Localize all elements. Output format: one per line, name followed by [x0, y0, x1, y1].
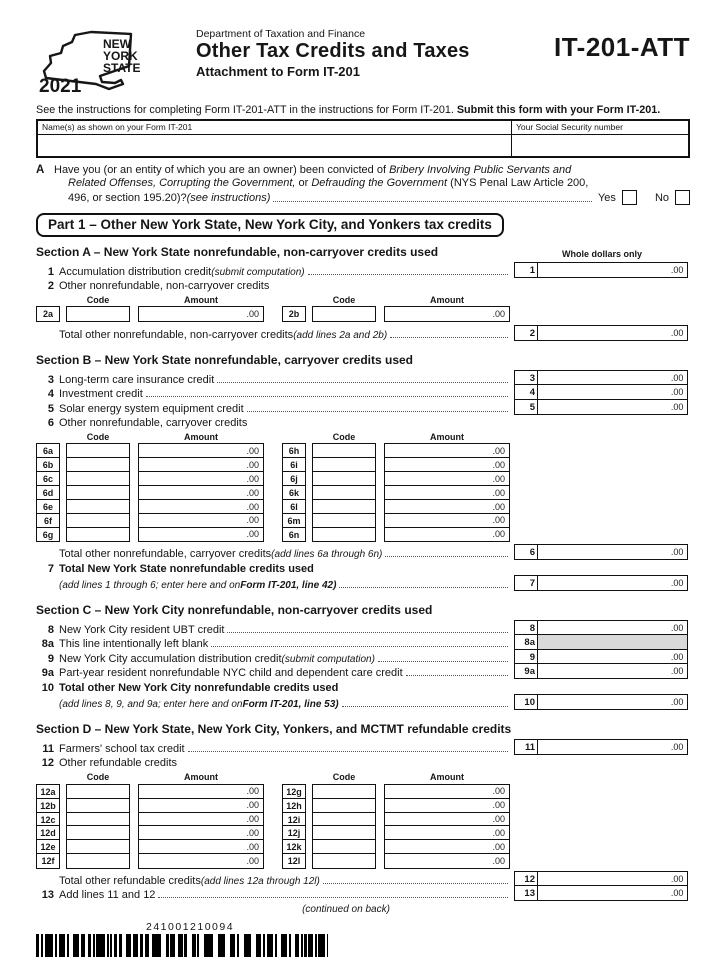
section-b-heading: Section B – New York State nonrefundable, carryover credits used — [36, 352, 414, 367]
dotted-leader — [378, 661, 508, 662]
line-number: 10 — [41, 682, 54, 695]
dotted-leader — [308, 274, 508, 275]
line-9a-row — [36, 663, 690, 679]
cents-suffix: .00 — [492, 459, 505, 470]
credit-row-id: 12l — [282, 853, 306, 869]
cents-suffix: .00 — [670, 578, 684, 589]
line-7-label-row — [36, 563, 690, 575]
line-6-total-row — [36, 544, 690, 560]
credit-amount-input[interactable] — [138, 853, 264, 869]
line-8-box-number: 8 — [514, 620, 539, 636]
cents-suffix: .00 — [246, 842, 259, 853]
yes-label: Yes — [597, 192, 616, 204]
dotted-leader — [217, 382, 508, 383]
continued-on-back-note: (continued on back) — [302, 904, 390, 916]
line-number: 13 — [41, 889, 54, 902]
form-title: Other Tax Credits and Taxes — [196, 40, 470, 62]
code-column-header: Code — [332, 431, 356, 442]
dotted-leader — [247, 411, 508, 412]
credit-code-input[interactable] — [66, 527, 130, 543]
credit-row-id: 6b — [36, 457, 60, 473]
credit-amount-input[interactable] — [138, 527, 264, 543]
no-label: No — [654, 192, 669, 204]
cents-suffix: .00 — [246, 309, 259, 320]
agency-name: Department of Taxation and Finance — [196, 28, 366, 40]
line-number: 8a — [41, 638, 54, 651]
line-12-box-number: 12 — [514, 871, 539, 887]
line-number: 12 — [41, 757, 54, 770]
name-input[interactable] — [38, 135, 512, 156]
line-10-label-row — [36, 682, 690, 694]
cents-suffix: .00 — [246, 501, 259, 512]
dotted-leader — [273, 201, 592, 202]
line-number: 7 — [47, 563, 54, 576]
credit-code-input[interactable] — [312, 306, 376, 322]
dotted-leader — [323, 883, 508, 884]
line-number: 6 — [47, 416, 54, 429]
ssn-input[interactable] — [512, 135, 688, 156]
cents-suffix: .00 — [670, 873, 684, 884]
cents-suffix: .00 — [246, 855, 259, 866]
line-7-note-form-ref: Form IT-201, line 42) — [240, 580, 337, 592]
cents-suffix: .00 — [492, 800, 505, 811]
dotted-leader — [342, 706, 508, 707]
cents-suffix: .00 — [246, 459, 259, 470]
line-10-label: Total other New York City nonrefundable credits used — [59, 682, 339, 695]
line-3-box-number: 3 — [514, 370, 539, 386]
credit-code-input[interactable] — [312, 853, 376, 869]
dotted-leader — [158, 897, 508, 898]
line-9a-label: Part-year resident nonrefundable NYC child and dependent care credit — [59, 667, 403, 680]
cents-suffix: .00 — [492, 487, 505, 498]
section-c-heading: Section C – New York City nonrefundable, non-carryover credits used — [36, 603, 433, 618]
cents-suffix: .00 — [670, 387, 684, 398]
cents-suffix: .00 — [246, 529, 259, 540]
dotted-leader — [227, 632, 508, 633]
cents-suffix: .00 — [492, 445, 505, 456]
credit-row-id: 12d — [36, 825, 60, 841]
credit-row-id: 6k — [282, 485, 306, 501]
amount-column-header: Amount — [184, 431, 218, 442]
cents-suffix: .00 — [670, 623, 684, 634]
line-13-row — [36, 885, 690, 901]
line-7-box-number: 7 — [514, 575, 539, 591]
code-column-header: Code — [332, 772, 356, 783]
cents-suffix: .00 — [492, 786, 505, 797]
question-a-line2 — [54, 177, 690, 190]
ssn-label: Your Social Security number — [512, 121, 688, 135]
line-12-total-note: (add lines 12a through 12l) — [200, 875, 320, 887]
section-c-lines-8-9a — [36, 620, 690, 679]
grid-column-headers — [36, 431, 690, 442]
credit-row-id: 6j — [282, 471, 306, 487]
line-12-total-label: Total other refundable credits — [59, 874, 201, 887]
section-d-heading: Section D – New York State, New York City, Yonkers, and MCTMT refundable credits — [36, 722, 512, 737]
dotted-leader — [146, 396, 508, 397]
section-a-credit-grid — [36, 294, 690, 322]
dotted-leader — [339, 587, 508, 588]
line-9-label: New York City accumulation distribution credit — [59, 652, 282, 665]
credit-row-id: 12f — [36, 853, 60, 869]
credit-row-id: 6n — [282, 527, 306, 543]
line-9a-box-number: 9a — [514, 663, 539, 679]
line-5-amount-input[interactable] — [537, 399, 688, 415]
instructions-text: See the instructions for completing Form IT-201-ATT in the instructions for Form IT-201. — [36, 104, 457, 116]
cents-suffix: .00 — [670, 697, 684, 708]
credit-row-id: 12k — [282, 839, 306, 855]
line-7-total-amount-input[interactable] — [537, 575, 688, 591]
cents-suffix: .00 — [492, 529, 505, 540]
credit-row-id: 6g — [36, 527, 60, 543]
line-11-label: Farmers' school tax credit — [59, 743, 185, 756]
part-1-heading: Part 1 – Other New York State, New York City, and Yonkers tax credits — [36, 213, 504, 237]
line-11-box-number: 11 — [514, 739, 539, 755]
cents-suffix: .00 — [492, 842, 505, 853]
line-number: 9 — [47, 652, 54, 665]
cents-suffix: .00 — [670, 547, 684, 558]
cents-suffix: .00 — [670, 651, 684, 662]
grid-column-headers — [36, 294, 690, 305]
whole-dollars-only-label: Whole dollars only — [561, 249, 642, 259]
dotted-leader — [188, 751, 508, 752]
section-b-credit-grid — [36, 431, 690, 542]
line-5-label: Solar energy system equipment credit — [59, 402, 244, 415]
line-2-total-amount-input[interactable] — [537, 325, 688, 341]
credit-amount-input[interactable] — [384, 527, 510, 543]
line-10-box-number: 10 — [514, 694, 539, 710]
line-8a-label: This line intentionally left blank — [59, 638, 209, 651]
cents-suffix: .00 — [670, 742, 684, 753]
cents-suffix: .00 — [492, 814, 505, 825]
taxpayer-identity-table — [36, 119, 690, 158]
line-6-row — [36, 417, 690, 429]
line-9a-amount-input[interactable] — [537, 663, 688, 679]
cents-suffix: .00 — [670, 265, 684, 275]
section-d-totals — [36, 871, 690, 901]
question-a-line3 — [54, 190, 690, 205]
logo-year: 2021 — [39, 76, 82, 96]
line-4-box-number: 4 — [514, 384, 539, 400]
code-column-header: Code — [86, 772, 110, 783]
line-number: 5 — [47, 402, 54, 415]
question-a-line1 — [54, 164, 690, 177]
submission-instructions — [36, 104, 690, 116]
line-2-row — [36, 280, 690, 292]
question-a-text: Have you (or an entity of which you are an owner) been convicted of — [54, 164, 390, 176]
line-2-label: Other nonrefundable, non-carryover credits — [59, 280, 270, 292]
cents-suffix: .00 — [246, 800, 259, 811]
line-number: 1 — [47, 266, 54, 278]
credit-code-input[interactable] — [66, 306, 130, 322]
line-number: 11 — [42, 743, 54, 756]
question-a-italic: Bribery Involving Public Servants and — [389, 164, 572, 176]
cents-suffix: .00 — [492, 501, 505, 512]
credit-row-id: 6l — [282, 499, 306, 515]
line-2-total-label: Total other nonrefundable, non-carryover credits — [59, 328, 294, 341]
credit-row-id: 6a — [36, 443, 60, 459]
line-11-amount-input[interactable] — [537, 739, 688, 755]
line-13-box-number: 13 — [514, 885, 539, 901]
logo-text-york: YORK — [103, 49, 138, 63]
credit-row-id: 2a — [36, 306, 60, 322]
line-11-row — [36, 739, 690, 755]
amount-column-header: Amount — [184, 295, 218, 305]
amount-column-header: Amount — [184, 772, 218, 783]
dotted-leader — [406, 675, 508, 676]
question-a-italic: Related Offenses, Corrupting the Government, — [68, 177, 296, 189]
line-1-box-number: 1 — [514, 262, 539, 278]
line-2-total-row — [36, 325, 690, 341]
credit-row-id: 12i — [282, 812, 306, 828]
line-7-total-row — [36, 575, 690, 591]
form-subtitle: Attachment to Form IT-201 — [196, 64, 360, 79]
nys-tax-logo — [36, 26, 186, 96]
credit-amount-input[interactable] — [384, 306, 510, 322]
dotted-leader — [385, 556, 508, 557]
amount-column-header: Amount — [430, 431, 464, 442]
line-10-total-row — [36, 694, 690, 710]
cents-suffix: .00 — [670, 888, 684, 899]
cents-suffix: .00 — [246, 515, 259, 526]
line-10-total-amount-input[interactable] — [537, 694, 688, 710]
question-a-italic: Defrauding the Government — [311, 177, 448, 189]
section-b-lines-3-5 — [36, 370, 690, 415]
cents-suffix: .00 — [246, 786, 259, 797]
line-6-label: Other nonrefundable, carryover credits — [59, 416, 248, 429]
dotted-leader — [390, 337, 508, 338]
line-1-amount-input[interactable] — [537, 262, 688, 278]
line-1-note: (submit computation) — [211, 267, 305, 278]
credit-grid-row — [36, 306, 690, 322]
instructions-bold-text: Submit this form with your Form IT-201. — [456, 104, 661, 116]
cents-suffix: .00 — [670, 327, 684, 338]
section-d-credit-grid — [36, 771, 690, 868]
barcode — [36, 934, 328, 957]
question-a — [36, 164, 690, 205]
credit-row-id: 6h — [282, 443, 306, 459]
line-7-label: Total New York State nonrefundable credits used — [59, 563, 314, 576]
line-9-box-number: 9 — [514, 649, 539, 665]
cents-suffix: .00 — [670, 372, 684, 383]
form-header — [36, 26, 690, 96]
line-8a-box-number: 8a — [514, 634, 539, 650]
logo-text-new: NEW — [103, 37, 131, 51]
cents-suffix: .00 — [246, 473, 259, 484]
question-a-letter: A — [36, 164, 45, 176]
credit-row-id: 12a — [36, 784, 60, 800]
credit-row-id: 12e — [36, 839, 60, 855]
line-3-label: Long-term care insurance credit — [59, 373, 215, 386]
cents-suffix: .00 — [492, 309, 505, 320]
dotted-leader — [211, 646, 508, 647]
amount-column-header: Amount — [430, 772, 464, 783]
credit-grid-row — [36, 853, 690, 869]
code-column-header: Code — [86, 295, 110, 305]
credit-grid-row — [36, 527, 690, 543]
line-number: 2 — [47, 280, 54, 292]
credit-code-input[interactable] — [312, 527, 376, 543]
cents-suffix: .00 — [492, 515, 505, 526]
credit-row-id: 2b — [282, 306, 306, 322]
line-9-note: (submit computation) — [281, 653, 375, 665]
credit-code-input[interactable] — [66, 853, 130, 869]
cents-suffix: .00 — [246, 828, 259, 839]
cents-suffix: .00 — [670, 401, 684, 412]
section-a-header-row — [36, 245, 690, 259]
form-number: IT-201-ATT — [554, 32, 690, 62]
line-8-label: New York City resident UBT credit — [59, 624, 225, 637]
line-10-note-form-ref: Form IT-201, line 53) — [242, 699, 339, 711]
line-number: 4 — [47, 388, 54, 401]
line-6-total-label: Total other nonrefundable, carryover credits — [59, 548, 272, 561]
code-column-header: Code — [86, 431, 110, 442]
line-6-total-amount-input[interactable] — [537, 544, 688, 560]
cents-suffix: .00 — [492, 855, 505, 866]
code-column-header: Code — [332, 295, 356, 305]
cents-suffix: .00 — [670, 666, 684, 677]
line-1-row — [36, 262, 690, 278]
line-number: 3 — [47, 373, 54, 386]
grid-column-headers — [36, 771, 690, 782]
question-a-text: or — [295, 177, 312, 189]
credit-row-id: 6c — [36, 471, 60, 487]
line-12-label: Other refundable credits — [59, 757, 178, 770]
line-10-note: (add lines 8, 9, and 9a; enter here and on — [59, 699, 243, 711]
logo-text-state: STATE — [103, 61, 141, 75]
cents-suffix: .00 — [492, 473, 505, 484]
credit-row-id: 12c — [36, 812, 60, 828]
line-1-label: Accumulation distribution credit — [59, 266, 212, 278]
line-13-label: Add lines 11 and 12 — [59, 889, 156, 902]
cents-suffix: .00 — [246, 487, 259, 498]
line-13-amount-input[interactable] — [537, 885, 688, 901]
credit-row-id: 12h — [282, 798, 306, 814]
line-7-note: (add lines 1 through 6; enter here and on — [59, 580, 241, 592]
document-locator-number: 241001210094 — [146, 921, 235, 934]
credit-row-id: 6e — [36, 499, 60, 515]
see-instructions-note: (see instructions) — [186, 192, 271, 204]
cents-suffix: .00 — [246, 814, 259, 825]
credit-row-id: 6i — [282, 457, 306, 473]
credit-row-id: 12j — [282, 825, 306, 841]
line-number: 9a — [41, 667, 54, 680]
line-12-row — [36, 757, 690, 769]
credit-amount-input[interactable] — [138, 306, 264, 322]
cents-suffix: .00 — [492, 828, 505, 839]
line-2-total-note: (add lines 2a and 2b) — [293, 329, 388, 341]
credit-row-id: 6f — [36, 513, 60, 529]
credit-row-id: 12g — [282, 784, 306, 800]
line-number: 8 — [47, 624, 54, 637]
line-5-row — [36, 399, 690, 415]
line-6-total-note: (add lines 6a through 6n) — [271, 549, 383, 561]
amount-column-header: Amount — [430, 295, 464, 305]
credit-row-id: 6m — [282, 513, 306, 529]
line-4-label: Investment credit — [59, 388, 143, 401]
credit-row-id: 12b — [36, 798, 60, 814]
credit-row-id: 6d — [36, 485, 60, 501]
question-a-text: (NYS Penal Law Article 200, — [447, 177, 589, 189]
line-2-box-number: 2 — [514, 325, 539, 341]
section-a-heading: Section A – New York State nonrefundable, non-carryover credits used — [36, 245, 439, 259]
question-a-no-checkbox[interactable] — [675, 190, 690, 205]
line-5-box-number: 5 — [514, 399, 539, 415]
line-6-box-number: 6 — [514, 544, 539, 560]
name-label: Name(s) as shown on your Form IT-201 — [38, 121, 512, 135]
question-a-yes-checkbox[interactable] — [622, 190, 637, 205]
question-a-text: 496, or section 195.20)? — [68, 192, 187, 204]
credit-amount-input[interactable] — [384, 853, 510, 869]
cents-suffix: .00 — [246, 445, 259, 456]
